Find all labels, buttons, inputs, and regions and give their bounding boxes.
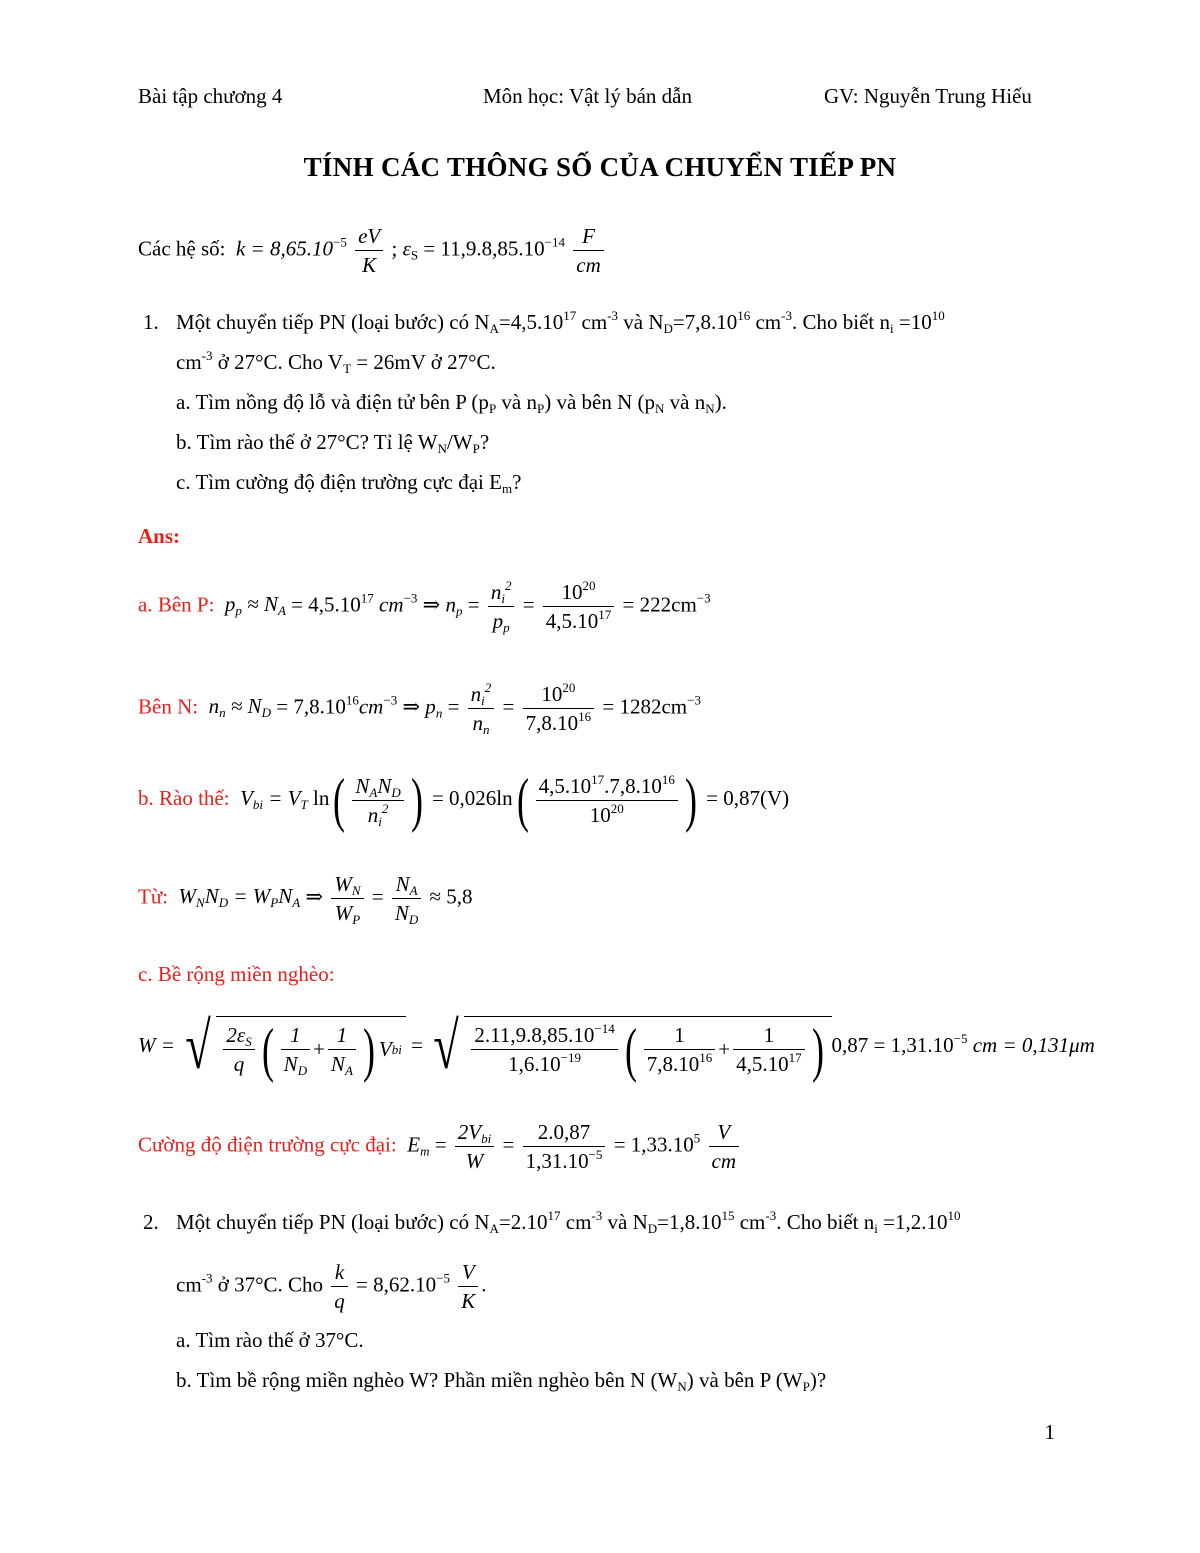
header-subject: Môn học: Vật lý bán dẫn: [483, 84, 692, 108]
answer-b-label: b. Rào thế:: [138, 785, 230, 810]
answer-n-label: Bên N:: [138, 694, 199, 719]
sqrt-expression-2: √ $\frac{2.11,9.8,85.10^{-14}}{1,6.10^{-19}}$ ( $\frac{1}{7,8.10^{16}}$ + $\frac{1}{4,5.10^{17}}$ ): [428, 1012, 831, 1082]
eps-exponent: −14: [544, 234, 566, 250]
answer-tu-fraction-1: $\frac{W_N}{W_P}$: [331, 870, 363, 927]
problem2-question-a: a. Tìm rào thế ở 37°C.: [176, 1328, 364, 1352]
max-field-line: Cường độ điện trường cực đại: $E_m$ = $\frac{2V_{bi}}{W}$ = $\frac{2.0,87}{1,31.10^{-5}}$ = $1,33.10^5$ $\frac{V}{cm}$: [138, 1118, 742, 1175]
problem1-line2: $cm^{-3}$ ở 27°C. Cho $V_T = 26mV$ ở 27°C.: [176, 348, 496, 376]
answer-n-fraction-1: $\frac{n_i^2}{n_n}$: [468, 680, 495, 737]
max-field-fraction-2: $\frac{2.0,87}{1,31.10^{-5}}$: [523, 1118, 606, 1175]
problem1-question-b: b. Tìm rào thế ở 27°C? Tỉ lệ $W_N/W_P$?: [176, 430, 490, 456]
page-title: TÍNH CÁC THÔNG SỐ CỦA CHUYỂN TIẾP PN: [303, 152, 897, 182]
k-unit-den: K: [362, 253, 377, 277]
answer-b-fraction-1: $\frac{N_AN_D}{n_i^2}$: [352, 772, 403, 829]
eps-unit-num: F: [573, 222, 604, 251]
page-number: 1: [1044, 1420, 1055, 1444]
answers-heading: Ans:: [138, 524, 181, 548]
k-expression: k = 8,65.10: [235, 236, 333, 261]
eps-unit-den: cm: [576, 253, 601, 277]
header-teacher: GV: Nguyễn Trung Hiếu: [824, 84, 1032, 108]
answer-a-fraction-1: $\frac{n_i^2}{p_p}$: [488, 578, 515, 635]
problem2-kq-fraction: $\frac{k}{q}$: [331, 1258, 348, 1315]
max-field-label: Cường độ điện trường cực đại:: [138, 1132, 397, 1157]
answer-b-fraction-2: $\frac{4,5.10^{17}.7,8.10^{16}}{10^{20}}$: [536, 772, 678, 829]
eps-unit-fraction: [573, 222, 604, 279]
answer-a-fraction-2: $\frac{10^{20}}{4,5.10^{17}}$: [543, 578, 615, 635]
answer-n-fraction-2: $\frac{10^{20}}{7,8.10^{16}}$: [523, 680, 595, 737]
problem2-line2: $cm^{-3}$ ở 37°C. Cho $\frac{k}{q}$ = $8,62.10^{-5}$ $\frac{V}{K}$ .: [176, 1260, 487, 1313]
problem1-question-a: a. Tìm nồng độ lỗ và điện tử bên P ($p_P$ và $n_P$) và bên N ($p_N$ và $n_N$).: [176, 390, 727, 416]
answer-tu-line: Từ: $W_NN_D = W_PN_A$ ⇒ $\frac{W_N}{W_P}$ = $\frac{N_A}{N_D}$ ≈ 5,8: [138, 872, 473, 927]
answer-c-label: c. Bề rộng miền nghèo:: [138, 962, 335, 986]
problem2-vk-fraction: $\frac{V}{K}$: [458, 1258, 478, 1315]
max-field-fraction-1: $\frac{2V_{bi}}{W}$: [455, 1118, 494, 1175]
eps-symbol: ε: [402, 236, 411, 261]
problem1-question-c: c. Tìm cường độ điện trường cực đại $E_m$?: [176, 470, 522, 496]
problem1-line1: Một chuyển tiếp PN (loại bước) có $N_A=4,5.10^{17}$ $cm^{-3}$ và $N_D=7,8.10^{16}$ $cm^{-3}$. Cho biết $n_i =10^{10}$: [176, 308, 945, 336]
constants-separator: ;: [391, 236, 398, 261]
header-course-chapter: Bài tập chương 4: [138, 84, 283, 108]
eps-value: = 11,9.8,85.10: [418, 236, 545, 261]
problem2-line1: Một chuyển tiếp PN (loại bước) có $N_A=2.10^{17}$ $cm^{-3}$ và $N_D=1,8.10^{15}$ $cm^{-3}$. Cho biết $n_i =1,2.10^{10}$: [176, 1208, 961, 1236]
answer-n-line: Bên N: $n_n \approx N_D = 7,8.10^{16}cm^{-3}$ ⇒ $p_n$ = $\frac{n_i^2}{n_n}$ = $\frac{10^{20}}{7,8.10^{16}}$ = $1282cm^{-3}$: [138, 680, 701, 737]
eps-sub: S: [410, 247, 419, 263]
answer-tu-fraction-2: $\frac{N_A}{N_D}$: [392, 870, 421, 927]
answer-a-label: a. Bên P:: [138, 592, 215, 617]
depletion-width-line: W = √ $\frac{2\varepsilon_S}{q}$ ( $\frac{1}{N_D}$ + $\frac{1}{N_A}$ ) V bi = √ $\frac{2.11,9.8,85.10^{-14}}{1,6.10^{-19}}$ ( $\frac{1}{7,8.10^{16}}$ + $\frac{1}{4,5.10^{17}}$ ) $0,87 = 1,31.10^{-5}$ cm = 0,131μm: [138, 1010, 1095, 1083]
problem1-number: 1.: [143, 310, 159, 334]
sqrt-expression-1: √ $\frac{2\varepsilon_S}{q}$ ( $\frac{1}{N_D}$ + $\frac{1}{N_A}$ ) V bi: [180, 1012, 406, 1082]
problem2-number: 2.: [143, 1210, 159, 1234]
answer-b-line: b. Rào thế: $V_{bi} = V_T$ ln( $\frac{N_AN_D}{n_i^2}$ ) = 0,026ln( $\frac{4,5.10^{17}.7,8.10^{16}}{10^{20}}$ ) = 0,87(V): [138, 767, 790, 833]
k-exponent: −5: [332, 234, 347, 250]
problem2-question-b: b. Tìm bề rộng miền nghèo W? Phần miền nghèo bên N $(W_N)$ và bên P $(W_P)$?: [176, 1368, 827, 1394]
constants-line: [138, 222, 607, 279]
k-unit-num: eV: [355, 222, 383, 251]
answer-tu-label: Từ:: [138, 884, 169, 909]
max-field-unit: $\frac{V}{cm}$: [709, 1118, 740, 1175]
answer-a-line: a. Bên P: $p_p \approx N_A = 4,5.10^{17}$ $cm^{-3}$ ⇒ $n_p$ = $\frac{n_i^2}{p_p}$ = $\frac{10^{20}}{4,5.10^{17}}$ = $222cm^{-3}$: [138, 578, 711, 635]
constants-label: Các hệ số:: [138, 236, 226, 261]
k-unit-fraction: [355, 222, 383, 279]
